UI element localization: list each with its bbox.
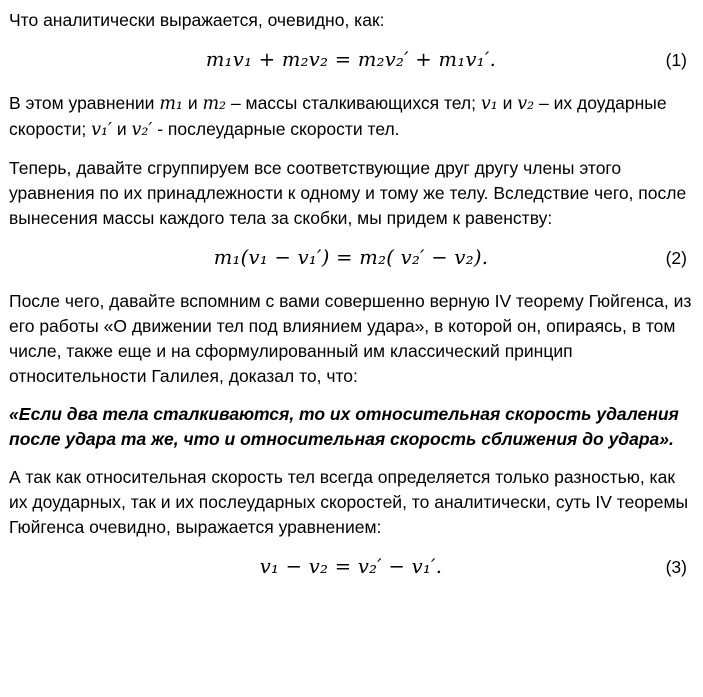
inline-text: - послеударные скорости тел. (152, 119, 400, 139)
huygens-quote-paragraph: «Если два тела сталкиваются, то их относительная скорость удаления после удара та же, что и относительная скорость сближения до удара». (9, 404, 679, 449)
intro-paragraph: Что аналитически выражается, очевидно, как: (9, 10, 385, 30)
equation-3-expression: v₁ − v₂ = v₂′ − v₁′. (259, 555, 443, 578)
variables-definition-paragraph (9, 91, 693, 143)
inline-text: и (182, 93, 203, 113)
equation-3-number: (3) (665, 557, 687, 577)
inline-math: v₁ (480, 94, 498, 114)
equation-1 (9, 46, 693, 74)
grouping-paragraph: Теперь, давайте сгруппируем все соответствующие друг другу члены этого уравнения по их принадлежности к одному и тому же телу. Вследствие чего, после вынесения массы каждого тела за скобки, мы придем к равенству: (9, 158, 687, 228)
equation-2 (9, 244, 693, 272)
equation-2-number: (2) (665, 248, 687, 268)
inline-math: v₁′ (91, 120, 112, 140)
equation-1-expression: m₁v₁ + m₂v₂ = m₂v₂′ + m₁v₁′. (205, 48, 497, 71)
inline-math: v₂′ (131, 120, 153, 140)
equation-3 (9, 553, 693, 581)
inline-text: и (497, 93, 518, 113)
inline-math: m₂ (202, 94, 227, 114)
relative-velocity-paragraph: А так как относительная скорость тел всегда определяется только разностью, как их доударных, так и их послеударных скоростей, то аналитически, суть IV теоремы Гюйгенса очевидно, выражается уравнением: (9, 467, 689, 537)
equation-2-expression: m₁(v₁ − v₁′) = m₂( v₂′ − v₂). (213, 246, 489, 269)
equation-1-number: (1) (665, 50, 687, 70)
inline-text: – массы сталкивающихся тел; (226, 93, 481, 113)
huygens-theorem-paragraph: После чего, давайте вспомним с вами совершенно верную IV теорему Гюйгенса, из его работы «О движении тел под влиянием удара», в которой он, опираясь, в том числе, также еще и на сформулированный им классический принцип относительности Галилея, доказал то, что: (9, 291, 692, 386)
inline-text: – их доударные скорости; (9, 93, 667, 139)
inline-text: и (111, 119, 132, 139)
inline-text: В этом уравнении (9, 93, 160, 113)
inline-math: m₁ (159, 94, 183, 114)
inline-math: v₂ (517, 94, 535, 114)
